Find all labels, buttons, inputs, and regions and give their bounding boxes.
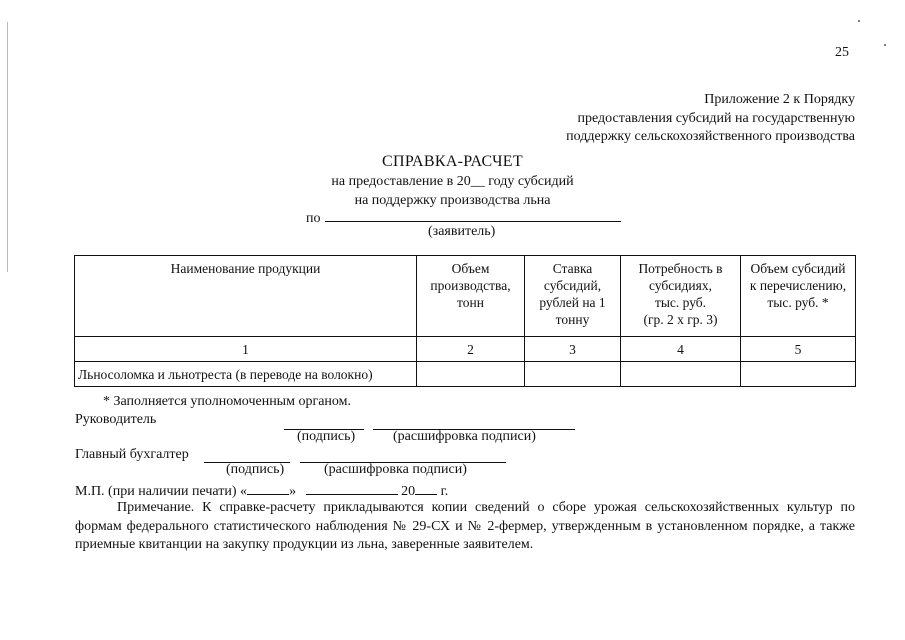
- seal-date-line: М.П. (при наличии печати) « » 20 г.: [75, 481, 448, 500]
- appendix-line-2: предоставления субсидий на государственную: [577, 110, 855, 126]
- accountant-decode-caption: (расшифровка подписи): [324, 462, 467, 477]
- column-number: 4: [621, 337, 741, 362]
- column-number: 3: [525, 337, 621, 362]
- column-number: 2: [417, 337, 525, 362]
- year-blank: [415, 481, 437, 495]
- applicant-blank: [325, 207, 621, 222]
- scan-speck: [858, 20, 860, 22]
- head-sign-caption: (подпись): [297, 429, 356, 444]
- column-number-row: [75, 337, 856, 362]
- rate-cell: [525, 362, 621, 387]
- day-blank: [247, 481, 289, 495]
- subsidy-table: [74, 255, 856, 387]
- need-cell: [621, 362, 741, 387]
- header-cell-4: Потребность в субсидиях, тыс. руб. (гр. 2 х гр. 3): [621, 256, 741, 337]
- table-header-row: [75, 256, 856, 337]
- scan-speck: [884, 44, 886, 46]
- header-cell-1: Наименование продукции: [75, 256, 417, 337]
- accountant-sign-caption: (подпись): [226, 462, 285, 477]
- transfer-cell: [741, 362, 856, 387]
- product-name-cell: Льносоломка и льнотреста (в переводе на волокно): [75, 362, 417, 387]
- header-cell-3: Ставка субсидий, рублей на 1 тонну: [525, 256, 621, 337]
- accountant-label: Главный бухгалтер: [75, 447, 189, 462]
- subtitle-line-1: на предоставление в 20__ году субсидий: [331, 174, 574, 189]
- table-row: [75, 362, 856, 387]
- applicant-caption: (заявитель): [428, 224, 496, 239]
- scan-edge-line: [7, 22, 8, 272]
- header-cell-5: Объем субсидий к перечислению, тыс. руб. *: [741, 256, 856, 337]
- head-decode-caption: (расшифровка подписи): [393, 429, 536, 444]
- footnote: * Заполняется уполномоченным органом.: [103, 394, 351, 409]
- page-number: 25: [835, 45, 849, 60]
- column-number: 1: [75, 337, 417, 362]
- subtitle-line-2: на поддержку производства льна: [354, 193, 551, 208]
- month-blank: [306, 481, 398, 495]
- head-label: Руководитель: [75, 412, 157, 427]
- header-cell-2: Объем производства, тонн: [417, 256, 525, 337]
- po-label: по: [306, 211, 321, 226]
- remark-text: Примечание. К справке-расчету прикладываются копии сведений о сборе урожая сельскохозяйственных культур по формам федерального статистического наблюдения № 29-СХ и № 2-фермер, утвержденным в установленном порядке, а также приемные квитанции на закупку продукции из льна, заверенные заявителем.: [75, 500, 855, 552]
- remark-paragraph: [75, 499, 855, 555]
- appendix-line-3: поддержку сельскохозяйственного производства: [566, 129, 855, 144]
- document-subtitle: [0, 172, 905, 210]
- column-number: 5: [741, 337, 856, 362]
- document-title: СПРАВКА-РАСЧЕТ: [382, 153, 523, 170]
- appendix-line-1: Приложение 2 к Порядку: [704, 92, 855, 107]
- appendix-block: [566, 91, 855, 147]
- volume-cell: [417, 362, 525, 387]
